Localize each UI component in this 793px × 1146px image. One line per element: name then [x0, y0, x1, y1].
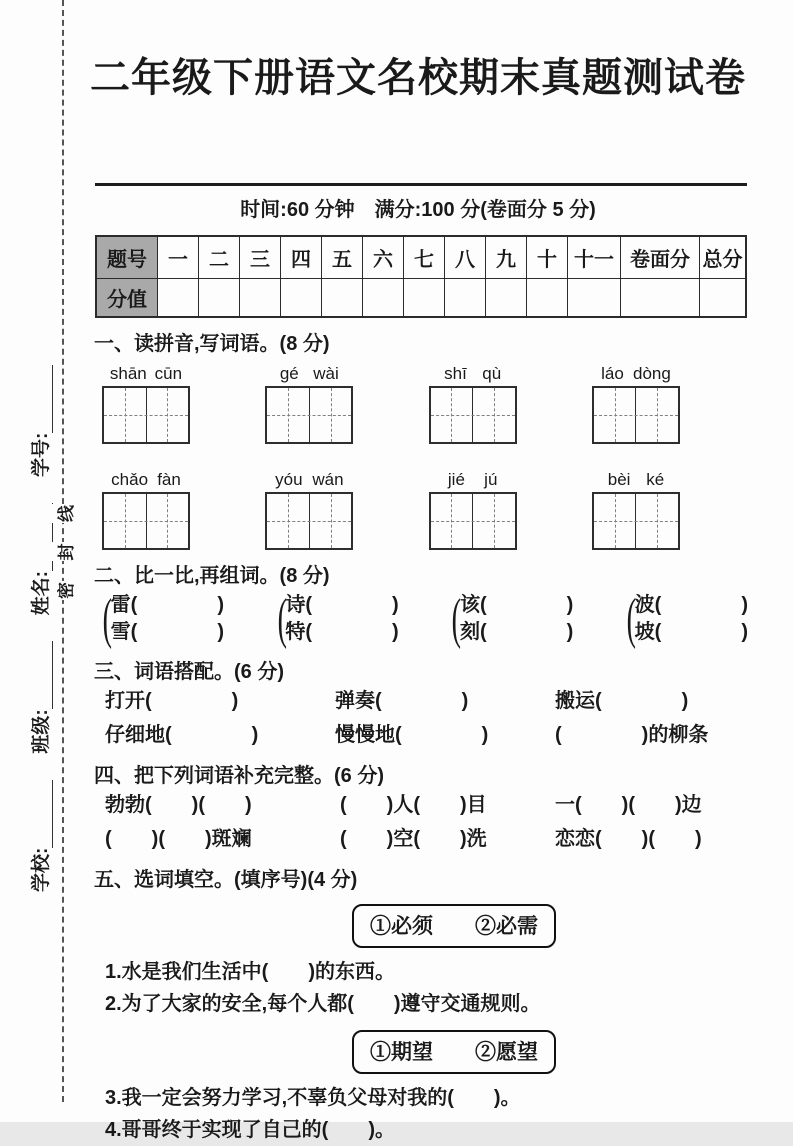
pinyin-syllable: chǎo: [111, 470, 149, 489]
school-label: 学校:: [30, 847, 52, 892]
compare-pair: [273, 588, 399, 650]
score-cell: [281, 279, 322, 318]
score-cell: [621, 279, 700, 318]
title-divider: [95, 183, 747, 186]
grid-cell: [267, 388, 309, 442]
exam-meta-line: 时间:60 分钟 满分:100 分(卷面分 5 分): [240, 199, 596, 221]
pair-brace: (: [626, 588, 637, 650]
score-col-3: 三: [240, 236, 281, 279]
pair-brace: (: [277, 588, 287, 650]
idiom-item: 恋恋( )( ): [555, 828, 702, 850]
writing-grid: [265, 492, 353, 550]
score-cell: [486, 279, 527, 318]
pinyin-syllable: wài: [313, 364, 339, 383]
pinyin-label: [265, 360, 353, 386]
pinyin-grid-row-1: [102, 360, 680, 444]
main-content: [88, 0, 748, 1146]
student-info-fields: [22, 326, 56, 892]
idiom-item: ( )人( )目: [340, 794, 487, 816]
grid-cell: [104, 494, 146, 548]
question-number-header: 题号: [96, 236, 158, 279]
page-title: 二年级下册语文名校期末真题测试卷: [90, 55, 746, 100]
fill-sentence-2: 2.为了大家的安全,每个人都( )遵守交通规则。: [105, 993, 541, 1015]
score-col-7: 七: [404, 236, 445, 279]
pair-brace: (: [102, 588, 112, 650]
grid-cell: [594, 388, 636, 442]
fill-sentence-4: 4.哥哥终于实现了自己的( )。: [105, 1119, 395, 1141]
word-choice-box-2: ①期望 ②愿望: [352, 1030, 556, 1074]
school-blank-line: [32, 780, 53, 848]
writing-grid: [102, 386, 190, 444]
pinyin-label: [429, 360, 517, 386]
complete-idiom-grid: [105, 790, 748, 854]
pair-word-top: 雷( ): [110, 594, 224, 616]
pinyin-label: [592, 360, 680, 386]
pinyin-grid-group: [265, 360, 353, 444]
grid-cell: [309, 494, 352, 548]
pinyin-label: [265, 466, 353, 492]
student-id-label: 学号:: [30, 432, 52, 478]
grid-cell: [431, 388, 473, 442]
pinyin-grid-group: [265, 466, 353, 550]
pair-brace: (: [452, 588, 462, 650]
score-col-9: 九: [486, 236, 527, 279]
grid-cell: [472, 494, 515, 548]
grid-cell: [431, 494, 473, 548]
pinyin-syllable: shī: [444, 364, 467, 383]
pinyin-syllable: qù: [482, 364, 502, 383]
writing-grid: [429, 386, 517, 444]
name-label: 姓名:: [30, 571, 52, 616]
class-label: 班级:: [30, 709, 52, 754]
score-cell: [445, 279, 486, 318]
score-cell: [363, 279, 404, 318]
pinyin-syllable: ké: [646, 470, 665, 489]
score-table: [95, 235, 747, 318]
score-table-value-row: [96, 279, 746, 318]
class-field: [26, 641, 53, 753]
grid-cell: [104, 388, 146, 442]
fill-sentence-3: 3.我一定会努力学习,不辜负父母对我的( )。: [105, 1087, 521, 1109]
score-cell: [240, 279, 281, 318]
compare-pair: [622, 588, 748, 650]
name-field: [26, 503, 53, 615]
word-match-item: 搬运( ): [555, 690, 689, 712]
word-match-item: 仔细地( ): [105, 724, 259, 746]
writing-grid: [592, 386, 680, 444]
pinyin-syllable: shān: [109, 364, 147, 383]
idiom-item: 勃勃( )( ): [105, 794, 252, 816]
word-match-item: 打开( ): [105, 690, 239, 712]
pinyin-label: [592, 466, 680, 492]
pinyin-label: [102, 466, 190, 492]
score-col-1: 一: [158, 236, 199, 279]
word-choice-box-1: ①必须 ②必需: [352, 904, 556, 948]
seal-char-xian: 线: [52, 504, 76, 523]
score-cell: [527, 279, 568, 318]
seal-char-feng: 封: [52, 543, 76, 562]
writing-grid: [429, 492, 517, 550]
compare-pair: [447, 588, 574, 650]
pinyin-grid-group: [429, 360, 517, 444]
writing-grid: [592, 492, 680, 550]
score-value-header: 分值: [96, 279, 158, 318]
pinyin-grid-group: [429, 466, 517, 550]
grid-cell: [146, 388, 189, 442]
score-cell: [700, 279, 747, 318]
pinyin-label: [102, 360, 190, 386]
pair-word-bottom: 坡( ): [634, 621, 748, 643]
grid-cell: [472, 388, 515, 442]
school-field: [26, 780, 53, 892]
pair-word-top: 该( ): [460, 594, 574, 616]
idiom-item: ( )空( )洗: [340, 828, 487, 850]
score-table-header-row: [96, 236, 746, 279]
pinyin-grid-group: [592, 360, 680, 444]
pinyin-syllable: gé: [279, 364, 299, 383]
score-col-total: 总分: [700, 236, 747, 279]
fill-sentence-1: 1.水是我们生活中( )的东西。: [105, 961, 395, 983]
word-match-item: 慢慢地( ): [335, 724, 489, 746]
pair-word-bottom: 特( ): [285, 621, 399, 643]
seal-line-text: [52, 504, 76, 600]
grid-cell: [267, 494, 309, 548]
pair-word-top: 诗( ): [285, 594, 399, 616]
word-match-item: 弹奏( ): [335, 690, 469, 712]
idiom-item: ( )( )斑斓: [105, 828, 252, 850]
compare-pair: [98, 588, 224, 650]
grid-cell: [594, 494, 636, 548]
pinyin-grid-row-2: [102, 466, 680, 550]
grid-cell: [309, 388, 352, 442]
section-5-heading: 五、选词填空。(填序号)(4 分): [94, 869, 358, 891]
score-cell: [404, 279, 445, 318]
pinyin-syllable: láo: [601, 364, 624, 383]
writing-grid: [265, 386, 353, 444]
pinyin-grid-group: [102, 360, 190, 444]
section-3-heading: 三、词语搭配。(6 分): [94, 661, 284, 683]
pinyin-syllable: cūn: [154, 364, 183, 383]
pair-word-bottom: 雪( ): [110, 621, 224, 643]
score-col-6: 六: [363, 236, 404, 279]
score-col-11: 十一: [568, 236, 621, 279]
word-match-item: ( )的柳条: [555, 724, 709, 746]
student-id-blank-line: [32, 365, 53, 433]
pinyin-grid-group: [102, 466, 190, 550]
section-2-heading: 二、比一比,再组词。(8 分): [94, 565, 330, 587]
pair-word-top: 波( ): [634, 594, 748, 616]
pinyin-syllable: yóu: [275, 470, 303, 489]
score-cell: [568, 279, 621, 318]
pinyin-syllable: bèi: [607, 470, 631, 489]
score-col-10: 十: [527, 236, 568, 279]
section-1-heading: 一、读拼音,写词语。(8 分): [94, 333, 330, 355]
score-cell: [158, 279, 199, 318]
score-col-5: 五: [322, 236, 363, 279]
name-blank-line: [32, 503, 53, 571]
pinyin-syllable: jié: [447, 470, 465, 489]
compare-pairs-row: [98, 588, 748, 650]
score-cell: [199, 279, 240, 318]
pair-word-bottom: 刻( ): [460, 621, 574, 643]
pinyin-syllable: jú: [484, 470, 498, 489]
grid-cell: [635, 494, 678, 548]
student-id-field: [26, 365, 53, 477]
pinyin-label: [429, 466, 517, 492]
seal-char-mi: 密: [52, 581, 76, 600]
word-match-grid: [105, 686, 748, 750]
pinyin-grid-group: [592, 466, 680, 550]
grid-cell: [635, 388, 678, 442]
writing-grid: [102, 492, 190, 550]
score-col-8: 八: [445, 236, 486, 279]
pinyin-syllable: dòng: [632, 364, 671, 383]
class-blank-line: [32, 641, 53, 709]
score-col-2: 二: [199, 236, 240, 279]
pinyin-syllable: wán: [312, 470, 344, 489]
section-4-heading: 四、把下列词语补充完整。(6 分): [94, 765, 384, 787]
score-col-4: 四: [281, 236, 322, 279]
idiom-item: 一( )( )边: [555, 794, 702, 816]
pinyin-syllable: fàn: [157, 470, 181, 489]
score-cell: [322, 279, 363, 318]
score-col-paper: 卷面分: [621, 236, 700, 279]
grid-cell: [146, 494, 189, 548]
